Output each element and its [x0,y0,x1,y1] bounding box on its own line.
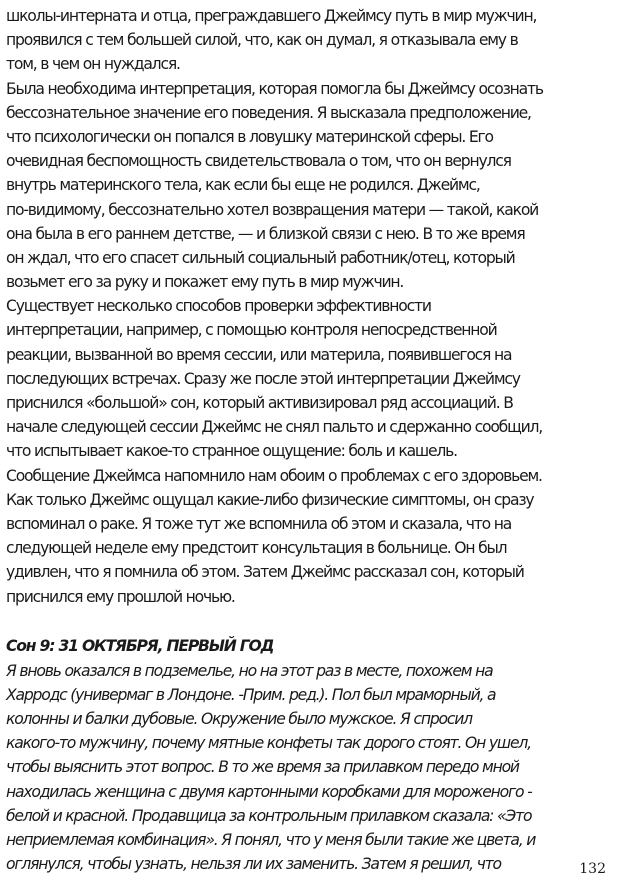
dream-heading: Сон 9: 31 ОКТЯБРЯ, ПЕРВЫЙ ГОД [6,636,274,655]
page-content [6,4,612,876]
text-line: по-видимому, бессознательно хотел возвращения матери — такой, какой [6,200,539,219]
section-gap [6,609,612,633]
text-line: что испытывает какое-то странное ощущение: боль и кашель. [6,442,457,461]
text-line: интерпретации, например, с помощью контроля непосредственной [6,321,497,340]
text-line: очевидная беспомощность свидетельствовала о том, что он вернулся [6,152,511,171]
text-line: Была необходима интерпретация, которая помогла бы Джеймсу осознать [6,79,543,98]
text-line: он ждал, что его спасет сильный социальный работник/отец, который [6,248,515,267]
text-line: проявился с тем большей силой, что, как он думал, я отказывала ему в [6,31,518,50]
text-line: оглянулся, чтобы узнать, нельзя ли их заменить. Затем я решил, что [6,855,501,874]
text-line: следующей неделе ему предстоит консультация в больнице. Он был [6,539,507,558]
text-line: начале следующей сессии Джеймс не снял пальто и сдержанно сообщил, [6,418,543,437]
text-line: Существует несколько способов проверки эффективности [6,297,431,316]
text-line: внутрь материнского тела, как если бы еще не родился. Джеймс, [6,176,480,195]
text-line: Харродс (универмаг в Лондоне. -Прим. ред.). Пол был мраморный, а [6,685,496,704]
text-line: школы-интерната и отца, преграждавшего Джеймсу путь в мир мужчин, [6,7,537,25]
paragraph-3 [6,294,612,608]
text-line: какого-то мужчину, почему мятные конфеты так дорого стоят. Он ушел, [6,734,531,753]
dream-text [6,659,612,877]
text-line: находилась женщина с двумя картонными коробками для мороженого - [6,782,532,801]
paragraph-2 [6,77,612,295]
page-number: 132 [579,861,606,877]
text-line: вспоминал о раке. Я тоже тут же вспомнила об этом и сказала, что на [6,514,512,533]
text-line: удивлен, что я помнила об этом. Затем Джеймс рассказал сон, который [6,563,524,582]
text-line: бессознательное значение его поведения. Я высказала предположение, [6,103,531,122]
text-line: Я вновь оказался в подземелье, но на этот раз в месте, похожем на [6,661,493,680]
text-line: Как только Джеймс ощущал какие-либо физические симптомы, он сразу [6,490,534,509]
text-line: неприемлемая комбинация». Я понял, что у меня были такие же цвета, и [6,831,536,849]
text-line: приснился «большой» сон, который активизировал ряд ассоциаций. В [6,394,513,412]
text-line: что психологически он попался в ловушку материнской сферы. Его [6,127,493,146]
text-line: Сообщение Джеймса напомнило нам обоим о проблемах с его здоровьем. [6,466,542,485]
text-line: чтобы выяснить этот вопрос. В то же время за прилавком передо мной [6,758,519,777]
text-line: последующих встречах. Сразу же после этой интерпретации Джеймсу [6,369,520,388]
text-line: она была в его раннем детстве, — и близкой связи с нею. В то же время [6,224,525,243]
text-line: колонны и балки дубовые. Окружение было мужское. Я спросил [6,710,472,729]
paragraph-1 [6,4,612,77]
text-line: возьмет его за руку и покажет ему путь в мир мужчин. [6,273,404,292]
text-line: белой и красной. Продавщица за контрольным прилавком сказала: «Это [6,806,532,825]
text-line: реакции, вызванной во время сессии, или материла, появившегося на [6,345,512,364]
text-line: том, в чем он нуждался. [6,55,180,74]
text-line: приснился ему прошлой ночью. [6,587,235,606]
